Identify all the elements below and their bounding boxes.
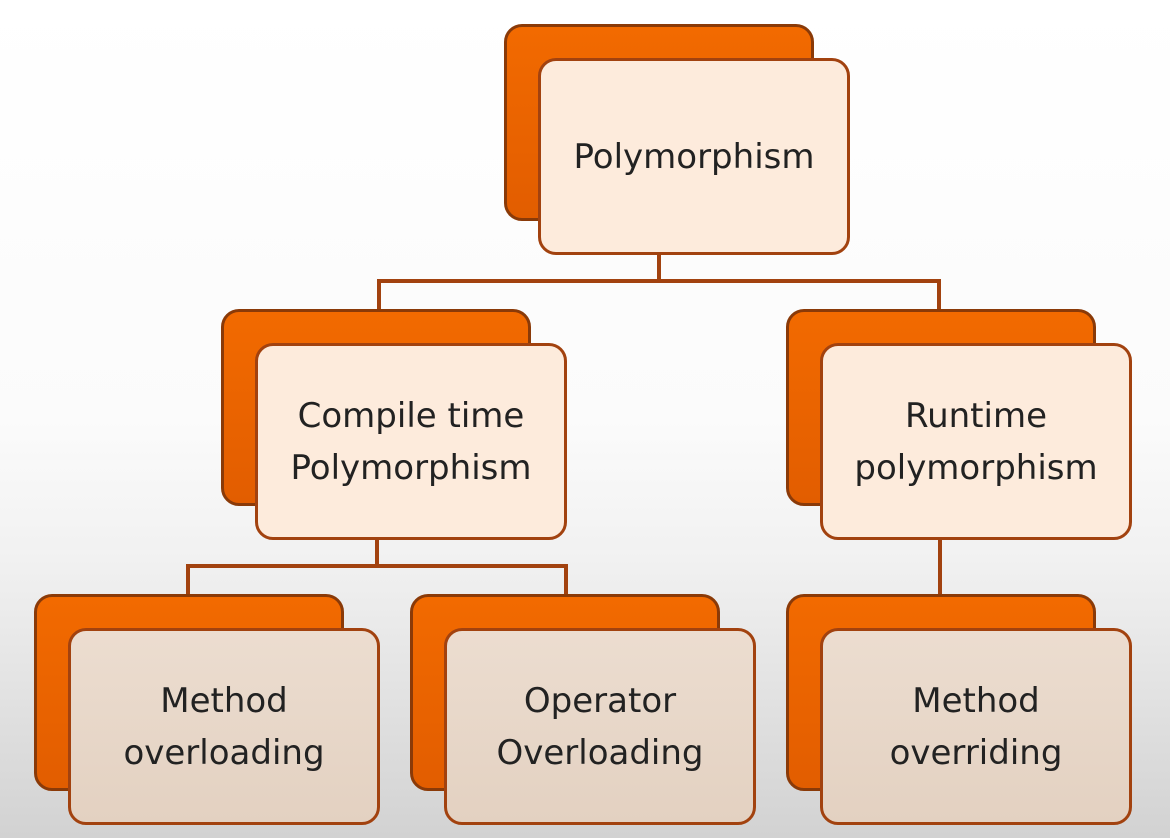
node-box (538, 58, 850, 255)
node-label: Runtime polymorphism (854, 395, 1098, 488)
node-box (820, 343, 1132, 540)
node-label: Polymorphism (573, 136, 815, 177)
node-label: Method overloading (123, 680, 325, 773)
node-label: Operator Overloading (496, 680, 704, 773)
node-label: Method overriding (889, 680, 1063, 773)
node-label: Compile time Polymorphism (290, 395, 532, 488)
node-box (68, 628, 380, 825)
node-box (820, 628, 1132, 825)
node-box (255, 343, 567, 540)
node-box (444, 628, 756, 825)
